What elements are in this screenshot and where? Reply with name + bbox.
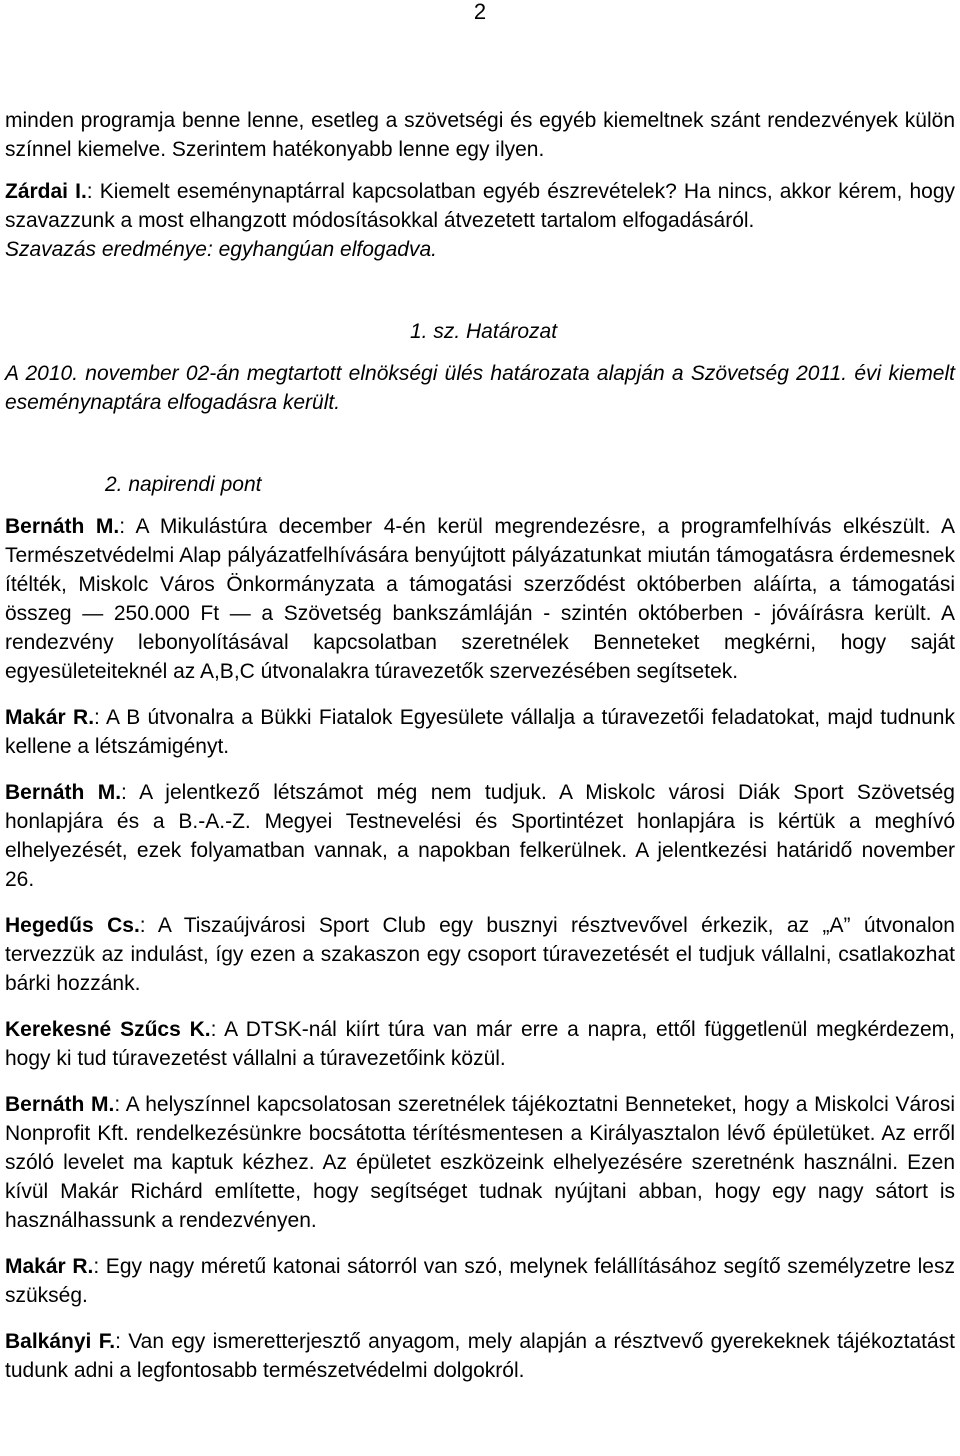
paragraph-text: : A helyszínnel kapcsolatosan szeretnélek tájékoztatni Benneteket, hogy a Miskolci Városi Nonprofit Kft. rendelkezésünkre bocsátotta térítésmentesen a Királyasztalon lévő épületüket. Az erről szóló levelet ma kaptuk kézhez. Az épületet eszközeink elhelyezésére szeretnénk használni. Ezen kívül Makár Richárd említette, hogy segítséget tudnak nyújtani abban, hogy egy nagy sátort is használhassunk a rendezvényen.	[5, 1093, 955, 1232]
speaker-name: Balkányi F.	[5, 1330, 116, 1353]
speaker-name: Bernáth M.	[5, 1093, 115, 1116]
speaker-name: Zárdai I.	[5, 180, 87, 203]
vote-result: Szavazás eredménye: egyhangúan elfogadva.	[5, 238, 437, 261]
paragraph-text: : A Tiszaújvárosi Sport Club egy busznyi résztvevővel érkezik, az „A” útvonalon tervezzük az indulást, így ezen a szakaszon egy csoport túravezetését el tudjuk vállalni, csatlakozhat bárki hozzánk.	[5, 914, 955, 995]
paragraph-text: : A Mikulástúra december 4-én kerül megrendezésre, a programfelhívás elkészült. A Természetvédelmi Alap pályázatfelhívására benyújtott pályázatunkat miután támogatásra érdemesnek ítélték, Miskolc Város Önkormányzata a támogatási szerződést októberben aláírta, a támogatási összeg — 250.000 Ft — a Szövetség bankszámláján - szintén októberben - jóváírásra került. A rendezvény lebonyolításával kapcsolatban szeretnélek Benneteket megkérni, hogy saját egyesületeiteknél az A,B,C útvonalakra túravezetők szervezésében segítsetek.	[5, 515, 955, 683]
document-body	[5, 106, 955, 1385]
paragraph-text: : A DTSK-nál kiírt túra van már erre a napra, ettől függetlenül megkérdezem, hogy ki tud túravezetést vállalni a túravezetőink közül.	[5, 1018, 955, 1070]
resolution-text: A 2010. november 02-án megtartott elnökségi ülés határozata alapján a Szövetség 2011. évi kiemelt eseménynaptára elfogadásra került.	[5, 362, 955, 414]
agenda-heading: 2. napirendi pont	[105, 473, 262, 496]
page-number: 2	[473, 0, 487, 24]
paragraph-text: : A B útvonalra a Bükki Fiatalok Egyesülete vállalja a túravezetői feladatokat, majd tudnunk kellene a létszámigényt.	[5, 706, 955, 758]
speaker-name: Hegedűs Cs.	[5, 914, 140, 937]
paragraph-text: : Van egy ismeretterjesztő anyagom, mely alapján a résztvevő gyerekeknek tájékoztatást tudunk adni a legfontosabb természetvédelmi dolgokról.	[5, 1330, 955, 1382]
paragraph-bernath-2	[5, 778, 955, 894]
speaker-name: Bernáth M.	[5, 781, 122, 804]
speaker-name: Makár R.	[5, 706, 95, 729]
paragraph-makar-2	[5, 1252, 955, 1310]
paragraph-text: : Kiemelt eseménynaptárral kapcsolatban egyéb észrevételek? Ha nincs, akkor kérem, hogy szavazzunk a most elhangzott módosításokkal átvezetett tartalom elfogadásáról.	[5, 180, 956, 232]
paragraph-zardai	[5, 177, 955, 235]
paragraph-text: : A jelentkező létszámot még nem tudjuk. A Miskolc városi Diák Sport Szövetség honlapjára és a B.-A.-Z. Megyei Testnevelési és Sportintézet honlapjára is kértük a meghívó elhelyezését, ezek folyamatban vannak, a napokban felkerülnek. A jelentkezési határidő november 26.	[5, 781, 955, 891]
speaker-name: Makár R.	[5, 1255, 94, 1278]
paragraph-text: : Egy nagy méretű katonai sátorról van szó, melynek felállításához segítő személyzetre lesz szükség.	[5, 1255, 955, 1307]
speaker-name: Bernáth M.	[5, 515, 120, 538]
resolution-heading: 1. sz. Határozat	[410, 320, 558, 343]
paragraph-kerekesne	[5, 1015, 955, 1073]
paragraph-hegedus	[5, 911, 955, 998]
paragraph-continuation: minden programja benne lenne, esetleg a szövetségi és egyéb kiemeltnek szánt rendezvények külön színnel kiemelve. Szerintem hatékonyabb lenne egy ilyen.	[5, 109, 955, 161]
speaker-name: Kerekesné Szűcs K.	[5, 1018, 211, 1041]
paragraph-bernath-1	[5, 512, 955, 686]
paragraph-makar-1	[5, 703, 955, 761]
paragraph-bernath-3	[5, 1090, 955, 1235]
paragraph-balkanyi	[5, 1327, 955, 1385]
